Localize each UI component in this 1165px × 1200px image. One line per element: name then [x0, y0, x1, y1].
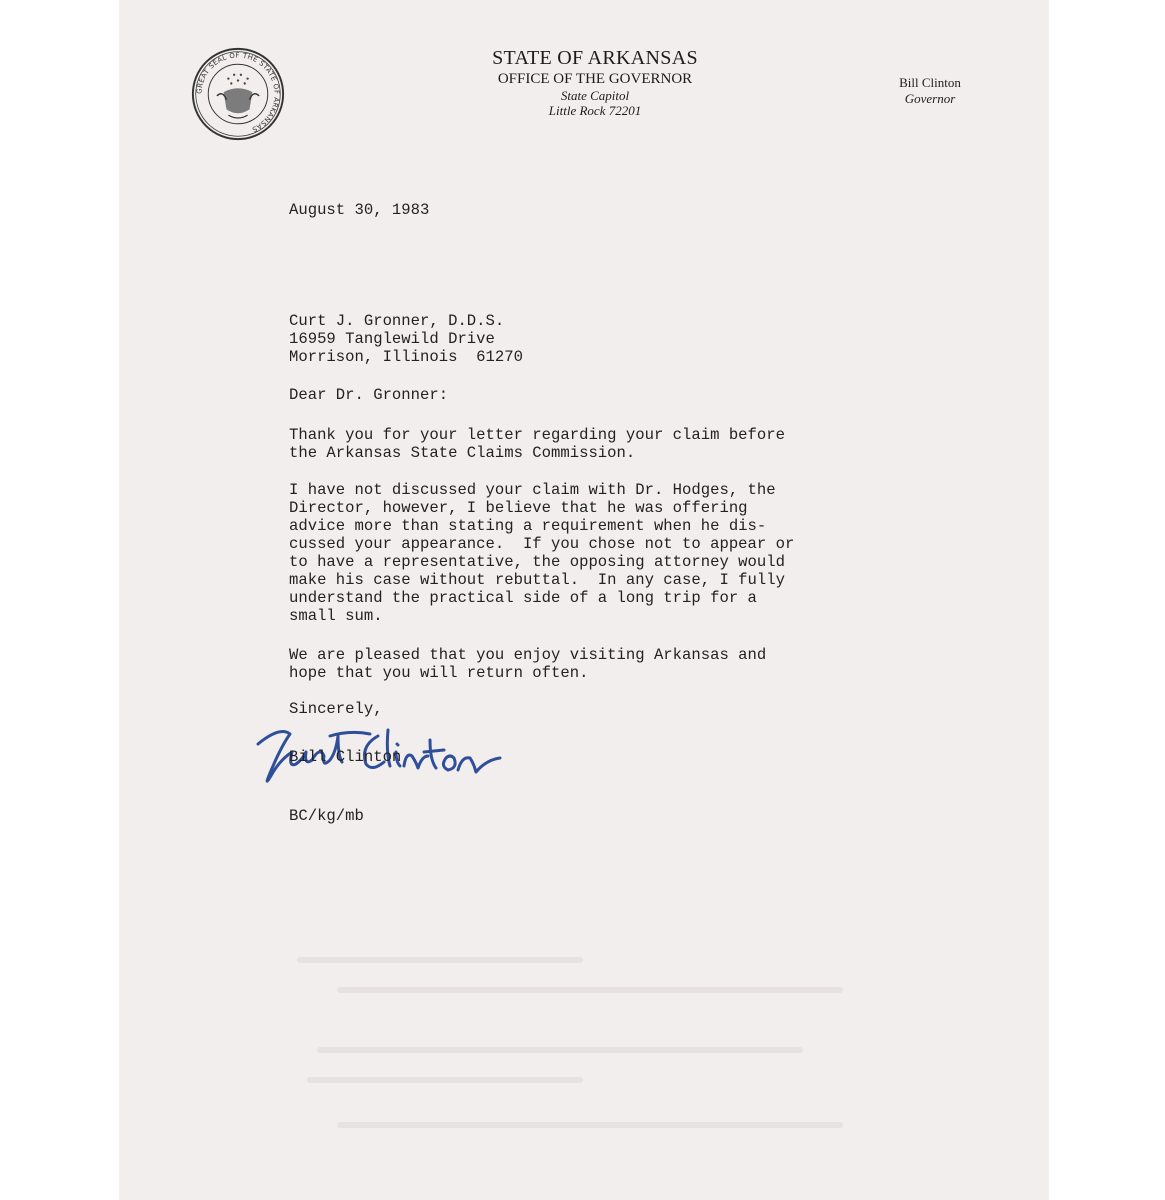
- letter-date: August 30, 1983: [289, 201, 430, 219]
- body-line: understand the practical side of a long trip for a: [289, 589, 757, 607]
- letterhead-state: STATE OF ARKANSAS: [492, 47, 698, 69]
- governor-name: Bill Clinton: [899, 75, 961, 90]
- letterhead-office: OFFICE OF THE GOVERNOR: [497, 71, 693, 87]
- salutation: Dear Dr. Gronner:: [289, 386, 449, 404]
- body-line: I have not discussed your claim with Dr. Hodges, the: [289, 481, 776, 499]
- body-line: Thank you for your letter regarding your claim before: [289, 426, 785, 444]
- body-line: We are pleased that you enjoy visiting Arkansas and: [289, 646, 767, 664]
- signer-name: Bill Clinton: [289, 748, 402, 766]
- body-line: Director, however, I believe that he was offering: [289, 499, 748, 517]
- body-line: advice more than stating a requirement when he dis-: [289, 517, 767, 535]
- letterhead: [430, 46, 760, 118]
- reference-initials: BC/kg/mb: [289, 807, 364, 825]
- recipient-line: 16959 Tanglewild Drive: [289, 330, 495, 348]
- body-line: make his case without rebuttal. In any case, I fully: [289, 571, 785, 589]
- body-line: small sum.: [289, 607, 383, 625]
- body-line: hope that you will return often.: [289, 664, 589, 682]
- governor-block: [880, 75, 980, 107]
- closing: Sincerely,: [289, 700, 383, 718]
- letterhead-capitol: State Capitol: [560, 88, 630, 103]
- recipient-line: Curt J. Gronner, D.D.S.: [289, 312, 505, 330]
- recipient-line: Morrison, Illinois 61270: [289, 348, 523, 366]
- show-through-marks: [280, 930, 880, 1150]
- letterhead-city: Little Rock 72201: [548, 103, 642, 118]
- state-seal-icon: [190, 46, 286, 142]
- governor-title: Governor: [904, 91, 956, 106]
- body-line: to have a representative, the opposing attorney would: [289, 553, 785, 571]
- body-line: cussed your appearance. If you chose not to appear or: [289, 535, 795, 553]
- seal-text: GREAT SEAL OF THE STATE OF ARKANSAS: [195, 51, 281, 134]
- body-line: the Arkansas State Claims Commission.: [289, 444, 636, 462]
